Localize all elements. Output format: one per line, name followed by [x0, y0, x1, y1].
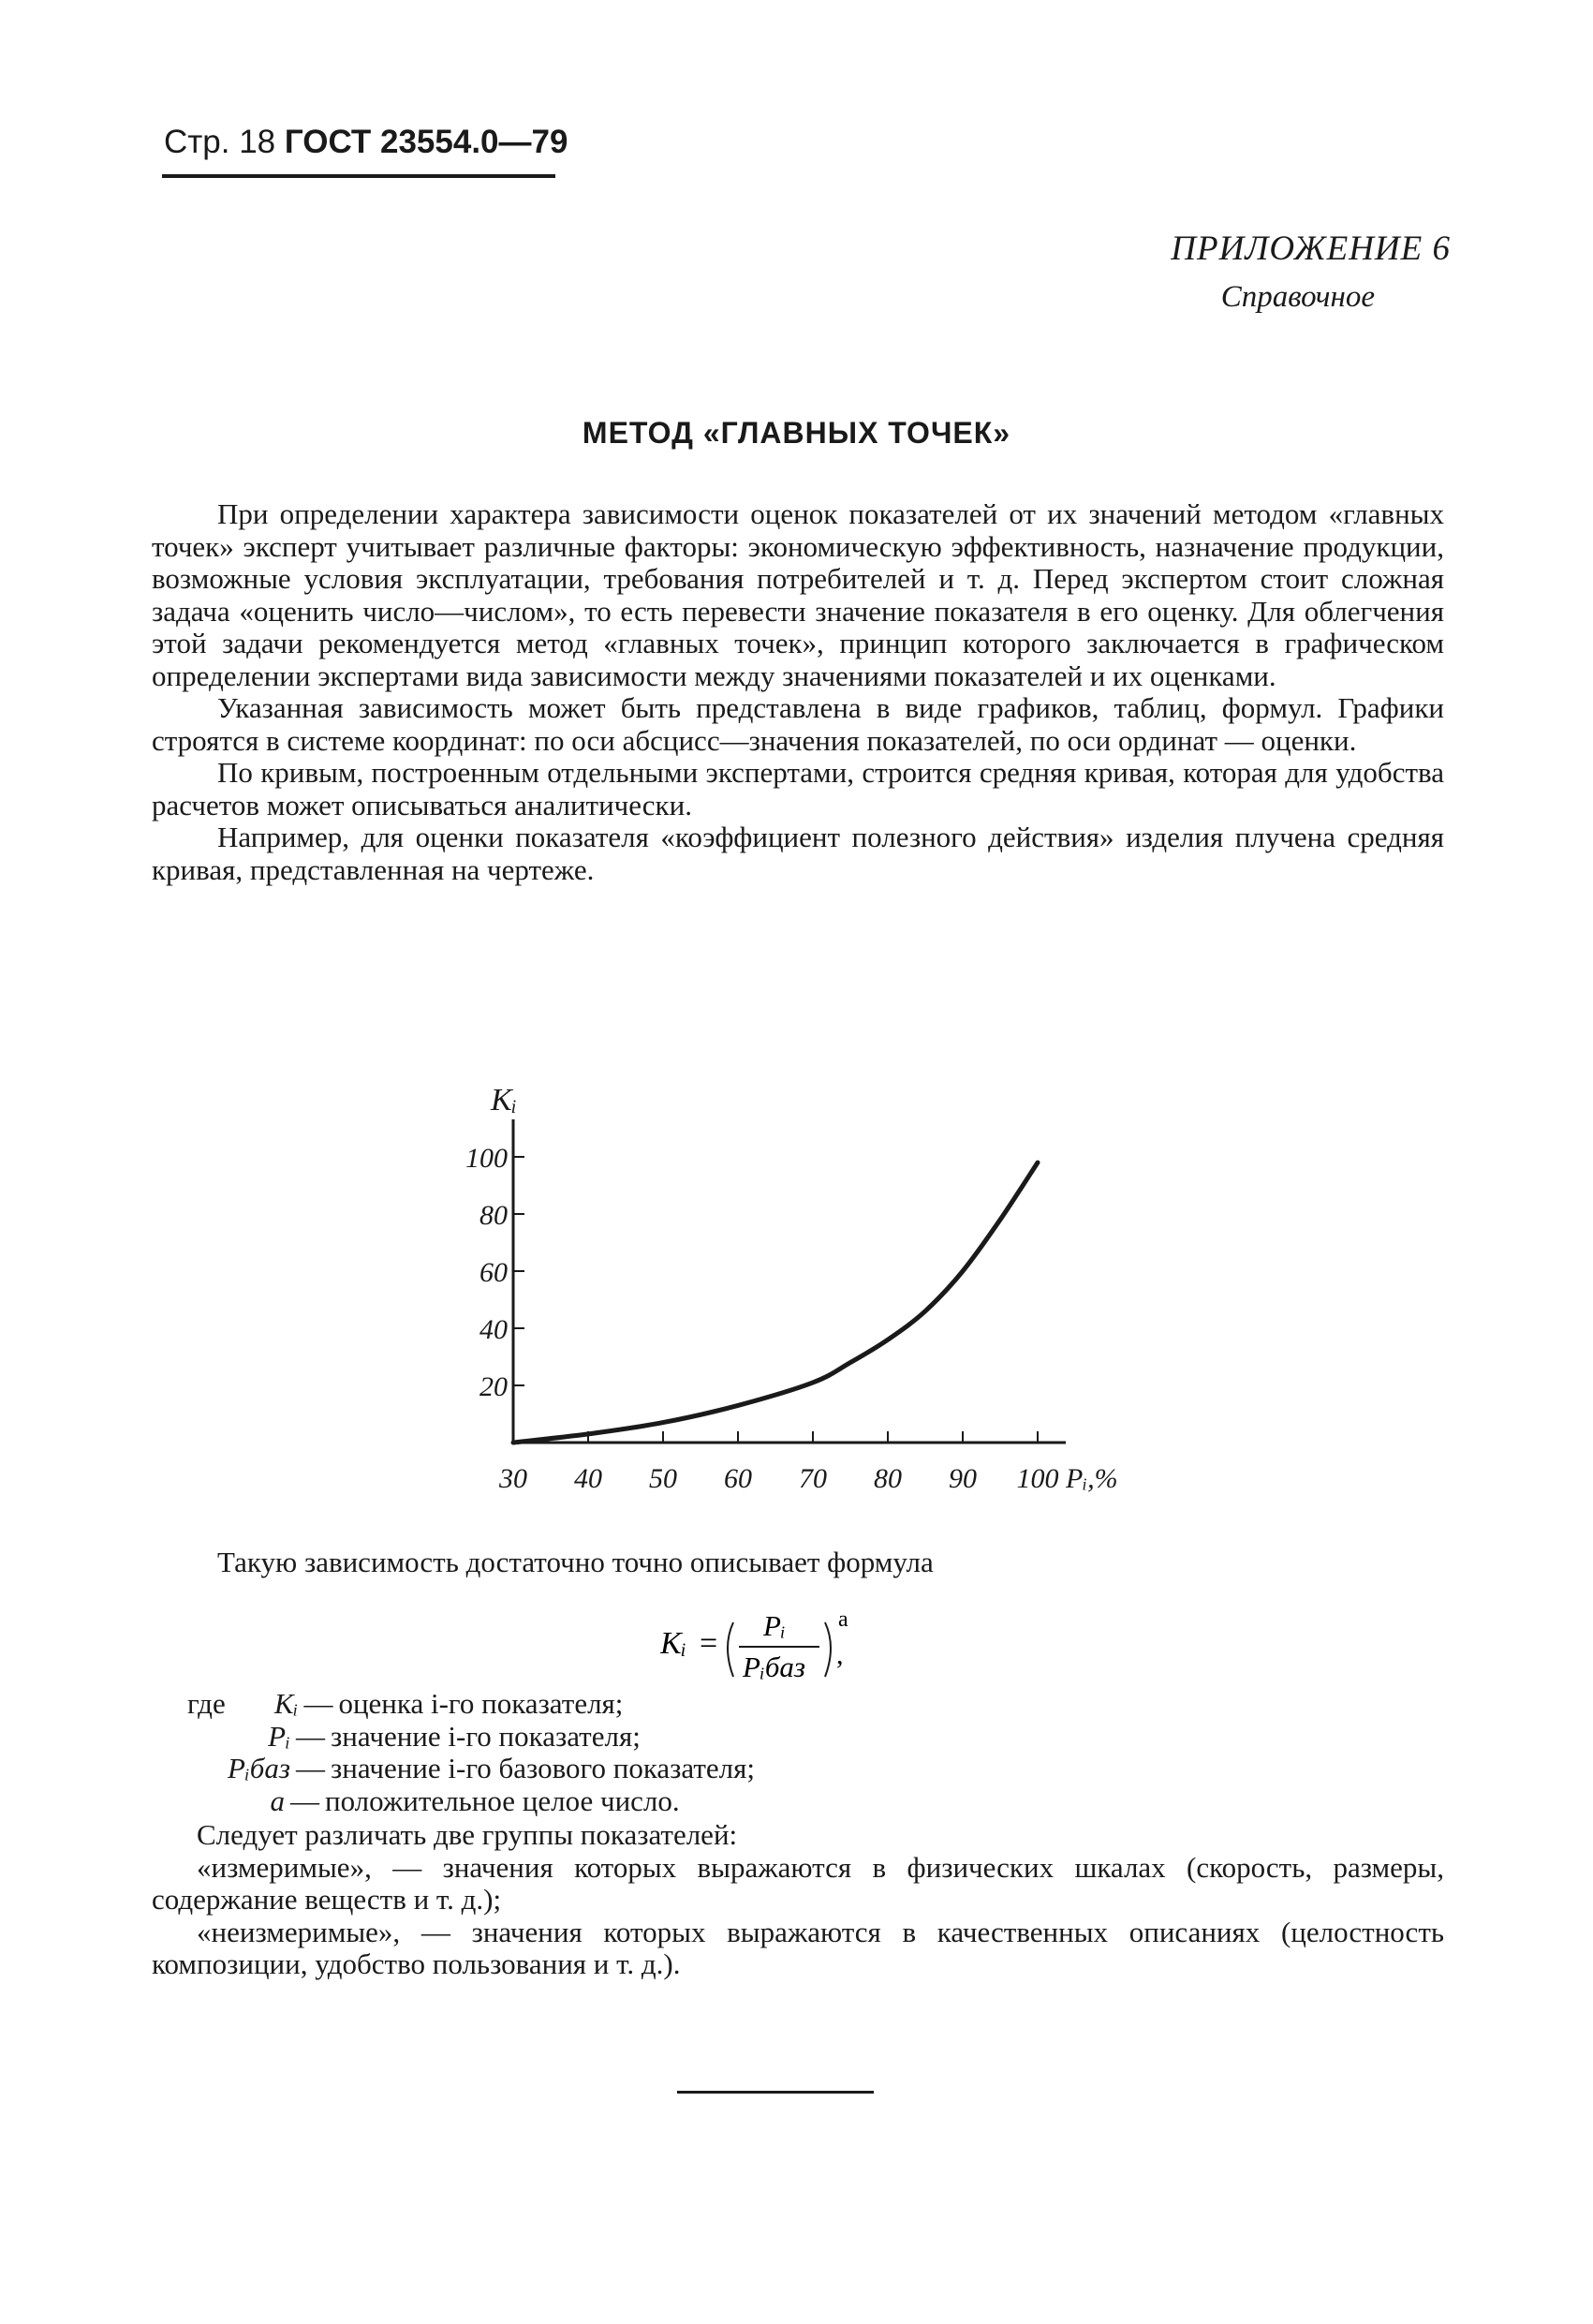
formula	[660, 1602, 922, 1695]
y-tick-label: 20	[479, 1371, 508, 1402]
header-rule	[162, 174, 555, 178]
formula-lhs: Kᵢ	[660, 1626, 687, 1661]
paragraph: По кривым, построенным отдельными экспертами, строится средняя кривая, которая для удобства расчетов может описываться аналитически.	[152, 756, 1444, 822]
legend-symbol: Pᵢ	[268, 1719, 290, 1753]
formula-intro: Такую зависимость достаточно точно описывает формула	[217, 1546, 934, 1578]
y-tick-label: 80	[479, 1200, 508, 1231]
y-tick-label: 100	[465, 1143, 508, 1174]
x-tick-label: 70	[799, 1463, 827, 1494]
y-tick-label: 60	[479, 1257, 508, 1288]
legend-text: положительное целое число.	[325, 1784, 680, 1817]
chart	[440, 1068, 1208, 1517]
y-axis-label: Kᵢ	[490, 1083, 518, 1118]
paragraph: Указанная зависимость может быть представлена в виде графиков, таблиц, формул. Графики строятся в системе координат: по оси абсцисс—значения показателей, по оси ординат — оценки.	[152, 691, 1444, 757]
formula-denominator: Pᵢбаз	[743, 1650, 806, 1683]
formula-comma: ,	[836, 1639, 844, 1670]
chart-ticks	[513, 1157, 1038, 1443]
series-line	[513, 1162, 1038, 1443]
left-paren	[728, 1622, 733, 1677]
paragraph: Например, для оценки показателя «коэффициент полезного действия» изделия плучена средняя кривая, представленная на чертеже.	[152, 821, 1444, 886]
legend-text: оценка i-го показателя;	[338, 1687, 624, 1720]
formula-equals: =	[700, 1626, 718, 1661]
legend-row: Pᵢбаз — значение i-го базового показателя;	[187, 1753, 755, 1785]
end-rule	[677, 2091, 874, 2094]
x-tick-label: 60	[724, 1463, 752, 1494]
x-tick-label: 50	[649, 1463, 677, 1494]
legend-row: Pᵢ — значение i-го показателя;	[187, 1721, 755, 1754]
paragraph: При определении характера зависимости оценок показателей от их значений методом «главных точек» эксперт учитывает различные факторы: экономическую эффективность, назначение продукции, возможные условия эксплуатации, требования потребителей и т. д. Перед экспертом стоит сложная задача «оценить число—числом», то есть перевести значение показателя в его оценку. Для облегчения этой задачи рекомендуется метод «главных точек», принцип которого заключается в графическом определении экспертами вида зависимости между значениями показателей и их оценками.	[152, 497, 1444, 692]
x-axis-label: Pᵢ,%	[1066, 1463, 1118, 1494]
legend-symbol: Pᵢбаз	[227, 1752, 290, 1784]
appendix-type: Справочное	[1220, 280, 1375, 314]
legend-text: значение i-го базового показателя;	[331, 1752, 756, 1784]
legend-text: значение i-го показателя;	[331, 1719, 641, 1753]
chart-labels	[465, 1083, 1118, 1494]
formula-exponent: a	[838, 1607, 848, 1632]
page-header	[164, 124, 568, 161]
x-tick-label: 30	[499, 1463, 527, 1494]
legend-prefix: где	[187, 1687, 226, 1720]
x-tick-label: 80	[874, 1463, 902, 1494]
formula-numerator: Pᵢ	[763, 1609, 786, 1642]
paragraph: Следует различать две группы показателей:	[197, 1818, 738, 1851]
paragraph: «измеримые», — значения которых выражаются в физических шкалах (скорость, размеры, содержание веществ и т. д.);	[152, 1850, 1444, 1916]
chart-series	[513, 1162, 1038, 1443]
legend-symbol: Kᵢ	[273, 1687, 299, 1720]
chart-axes	[513, 1119, 1066, 1443]
x-tick-label: 90	[949, 1463, 977, 1494]
x-tick-label: 40	[574, 1463, 602, 1494]
legend-row: a — положительное целое число.	[187, 1785, 755, 1818]
body-text	[152, 498, 1444, 886]
legend-symbol: a	[270, 1784, 285, 1817]
paragraph: «неизмеримые», — значения которых выражаются в качественных описаниях (целостность композиции, удобство пользования и т. д.).	[152, 1915, 1444, 1980]
section-title: МЕТОД «ГЛАВНЫХ ТОЧЕК»	[582, 416, 1011, 450]
formula-legend	[187, 1688, 755, 1817]
standard-number: ГОСТ 23554.0—79	[284, 124, 568, 160]
page-number: Стр. 18	[164, 124, 276, 160]
tail-text	[152, 1819, 1444, 1981]
x-tick-label: 100	[1016, 1463, 1059, 1494]
appendix-label: ПРИЛОЖЕНИЕ 6	[1171, 229, 1451, 268]
right-paren	[825, 1622, 831, 1677]
legend-row: где Kᵢ — оценка i-го показателя;	[187, 1687, 624, 1720]
y-tick-label: 40	[479, 1314, 508, 1345]
